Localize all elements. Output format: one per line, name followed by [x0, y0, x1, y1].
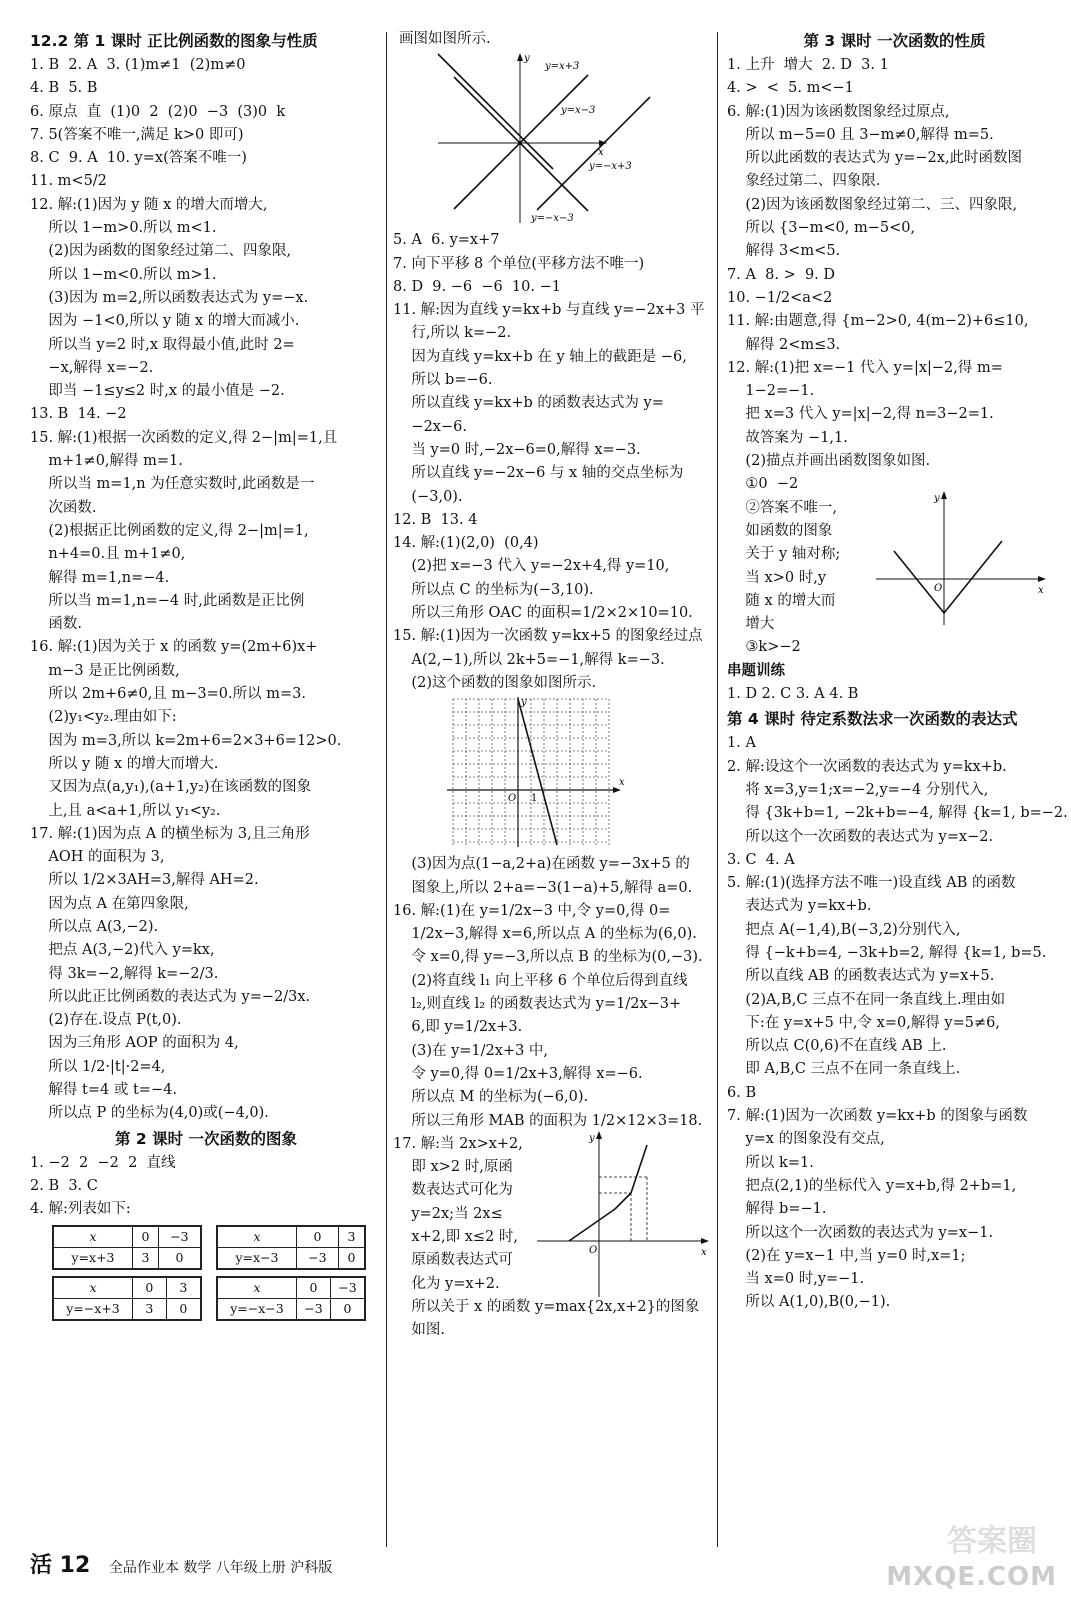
answer-line: 所以点 A(3,−2).	[30, 918, 159, 935]
answer-line: 6. 原点 直 (1)0 2 (2)0 −3 (3)0 k	[30, 103, 286, 120]
watermark-top: 答案圈	[947, 1524, 1037, 1559]
answer-list	[30, 54, 382, 1126]
answer-line: 6. 解:(1)因为该函数图象经过原点,	[727, 103, 950, 120]
intro-text: 画图如图所示.	[399, 31, 491, 47]
answer-line: 所以这个一次函数的表达式为 y=x−1.	[727, 1224, 994, 1241]
answer-line: 17. 解:当 2x>x+2,	[393, 1135, 523, 1152]
answer-line: 即当 −1≤y≤2 时,x 的最小值是 −2.	[30, 383, 285, 400]
watermark: MXQE.COM	[886, 1562, 1057, 1592]
line-label: y=x−3	[561, 105, 596, 117]
answer-line: 所以当 m=1,n=−4 时,此函数是正比例	[30, 592, 305, 609]
line-label: y=−x−3	[531, 213, 574, 225]
answer-line: 所以 b=−6.	[393, 372, 493, 389]
answer-line: 13. B 14. −2	[30, 406, 127, 423]
answer-line: 12. B 13. 4	[393, 511, 478, 528]
value-table: x 0 −3 y=−x−3 −3 0	[216, 1276, 366, 1321]
answer-line: m+1≠0,解得 m=1.	[30, 453, 183, 470]
answer-line: 行,所以 k=−2.	[393, 325, 512, 342]
answer-line: (2)根据正比例函数的定义,得 2−|m|=1,	[30, 522, 309, 539]
answer-line: 8. C 9. A 10. y=x(答案不唯一)	[30, 150, 247, 167]
answer-line: 所以 1−m>0.所以 m<1.	[30, 220, 217, 237]
answer-line: 得 3k=−2,解得 k=−2/3.	[30, 965, 219, 982]
answer-line: 因为直线 y=kx+b 在 y 轴上的截距是 −6,	[393, 348, 687, 365]
svg-text:y: y	[521, 697, 527, 709]
answer-line: 1. −2 2 −2 2 直线	[30, 1154, 176, 1171]
answer-line: 化为 y=x+2.	[393, 1275, 500, 1292]
answer-line: 5. 解:(1)(选择方法不唯一)设直线 AB 的函数	[727, 875, 1016, 892]
answer-line: l₂,则直线 l₂ 的函数表达式为 y=1/2x−3+	[393, 996, 682, 1013]
answer-line: A(2,−1),所以 2k+5=−1,解得 k=−3.	[393, 651, 665, 668]
answer-line: 所以点 C 的坐标为(−3,10).	[393, 581, 594, 598]
answer-line: 所以点 P 的坐标为(4,0)或(−4,0).	[30, 1105, 269, 1122]
answer-line: 所以直线 AB 的函数表达式为 y=x+5.	[727, 968, 995, 985]
grid-graph	[433, 695, 751, 853]
answer-line: 因为三角形 AOP 的面积为 4,	[30, 1035, 239, 1052]
line-label: y=−x+3	[589, 161, 632, 173]
column-middle	[393, 28, 711, 1342]
answer-line: 把 x=3 代入 y=|x|−2,得 n=3−2=1.	[727, 406, 994, 423]
answer-line: 17. 解:(1)因为点 A 的横坐标为 3,且三角形	[30, 825, 310, 842]
value-table: x 0 3 y=−x+3 3 0	[52, 1276, 202, 1321]
answer-line: y=x 的图象没有交点,	[727, 1131, 885, 1148]
answer-line: 所以当 m=1,n 为任意实数时,此函数是一	[30, 476, 315, 493]
answer-line: 解得 t=4 或 t=−4.	[30, 1082, 177, 1099]
value-table: x 0 3 y=x−3 −3 0	[216, 1225, 366, 1270]
answer-line: (2)将直线 l₁ 向上平移 6 个单位后得到直线	[393, 972, 688, 989]
max-function-graph	[533, 1131, 709, 1301]
answer-line: 函数.	[30, 616, 83, 633]
section-heading: 12.2 第 1 课时 正比例函数的图象与性质	[30, 32, 318, 50]
answer-line: 当 x>0 时,y	[727, 569, 827, 586]
answer-line: 所以 m−5=0 且 3−m≠0,解得 m=5.	[727, 126, 994, 143]
answer-line: (−3,0).	[393, 488, 463, 505]
answer-line: 图象上,所以 2+a=−3(1−a)+5,解得 a=0.	[393, 879, 693, 896]
answer-line: 把点 A(−1,4),B(−3,2)分别代入,	[727, 921, 961, 938]
answer-line: 7. 5(答案不唯一,满足 k>0 即可)	[30, 126, 244, 143]
section-heading: 第 4 课时 待定系数法求一次函数的表达式	[727, 710, 1018, 729]
answer-line: 增大	[727, 616, 775, 633]
answer-line: 所以三角形 MAB 的面积为 1/2×12×3=18.	[393, 1112, 703, 1129]
answer-line: 关于 y 轴对称;	[727, 546, 841, 563]
svg-text:O: O	[934, 583, 943, 594]
answer-line: 1−2=−1.	[727, 383, 815, 400]
answer-line: 把点(2,1)的坐标代入 y=x+b,得 2+b=1,	[727, 1177, 1017, 1194]
answer-line: (2)A,B,C 三点不在同一条直线上.理由如	[727, 991, 1006, 1008]
answer-line: 所以这个一次函数的表达式为 y=x−2.	[727, 828, 994, 845]
answer-line: 所以 2m+6≠0,且 m−3=0.所以 m=3.	[30, 686, 306, 703]
answer-line: −2x−6.	[393, 418, 467, 435]
answer-line: 解得 2<m≤3.	[727, 336, 841, 353]
answer-line: 因为 −1<0,所以 y 随 x 的增大而减小.	[30, 313, 300, 330]
answer-line: 数表达式可化为	[393, 1182, 513, 1199]
answer-line: 所以 1/2·|t|·2=4,	[30, 1058, 166, 1075]
answer-line: (2)描点并画出函数图象如图.	[727, 453, 931, 470]
svg-text:x: x	[598, 147, 604, 159]
answer-line: 因为点 A 在第四象限,	[30, 895, 189, 912]
answer-list	[393, 853, 711, 1133]
answer-line: 16. 解:(1)在 y=1/2x−3 中,令 y=0,得 0=	[393, 902, 671, 919]
answer-line: 6. B	[727, 1084, 757, 1101]
answer-line: 12. 解:(1)因为 y 随 x 的增大而增大,	[30, 196, 268, 213]
answer-line: 7. A 8. > 9. D	[727, 266, 836, 283]
column-left	[30, 28, 382, 1325]
answer-line: 14. 解:(1)(2,0) (0,4)	[393, 535, 539, 552]
answer-line: 得 {3k+b=1, −2k+b=−4, 解得 {k=1, b=−2.	[727, 805, 1068, 822]
svg-text:x: x	[619, 777, 625, 789]
answer-line: 表达式为 y=kx+b.	[727, 898, 872, 915]
answer-line: 3. C 4. A	[727, 851, 795, 868]
answer-line: 所以当 y=2 时,x 取得最小值,此时 2=	[30, 336, 295, 353]
answer-line: (2)y₁<y₂.理由如下:	[30, 709, 177, 726]
answer-line: 当 x=0 时,y=−1.	[727, 1271, 865, 1288]
answer-line: 解得 3<m<5.	[727, 243, 841, 260]
section-heading: 第 3 课时 一次函数的性质	[803, 32, 986, 50]
answer-line: m−3 是正比例函数,	[30, 662, 180, 679]
answer-line: 16. 解:(1)因为关于 x 的函数 y=(2m+6)x+	[30, 639, 318, 656]
answer-line: 5. A 6. y=x+7	[393, 232, 500, 249]
answer-line: y=2x;当 2x≤	[393, 1205, 503, 1222]
answer-line: 又因为点(a,y₁),(a+1,y₂)在该函数的图象	[30, 779, 312, 796]
answer-line: 次函数.	[30, 499, 97, 516]
answer-line: 令 y=0,得 0=1/2x+3,解得 x=−6.	[393, 1065, 643, 1082]
answer-line: 令 x=0,得 y=−3,所以点 B 的坐标为(0,−3).	[393, 949, 703, 966]
answer-line: 把点 A(3,−2)代入 y=kx,	[30, 942, 215, 959]
answer-line: (2)这个函数的图象如图所示.	[393, 674, 597, 691]
answer-line: 随 x 的增大而	[727, 592, 836, 609]
answer-line: 将 x=3,y=1;x=−2,y=−4 分别代入,	[727, 781, 989, 798]
answer-line: (2)在 y=x−1 中,当 y=0 时,x=1;	[727, 1247, 966, 1264]
answer-line: AOH 的面积为 3,	[30, 849, 165, 866]
answer-line: 所以点 M 的坐标为(−6,0).	[393, 1089, 589, 1106]
answer-line: 1. A	[727, 735, 756, 752]
answer-line: 象经过第二、四象限.	[727, 173, 881, 190]
subsection-title: 串题训练	[727, 662, 785, 679]
answer-line: 4. 解:列表如下:	[30, 1201, 131, 1218]
value-table: x 0 −3 y=x+3 3 0	[52, 1225, 202, 1270]
answer-line: 11. m<5/2	[30, 173, 107, 190]
answer-line: (2)因为该函数图象经过第二、三、四象限,	[727, 196, 1018, 213]
answer-line: 即 x>2 时,原函	[393, 1159, 513, 1176]
answer-line: (2)存在.设点 P(t,0).	[30, 1012, 182, 1029]
answer-line: 解得 b=−1.	[727, 1201, 827, 1218]
answer-line: (3)因为 m=2,所以函数表达式为 y=−x.	[30, 289, 309, 306]
answer-line: 10. −1/2<a<2	[727, 289, 833, 306]
answer-line: 当 y=0 时,−2x−6=0,解得 x=−3.	[393, 441, 641, 458]
answer-line: 12. 解:(1)把 x=−1 代入 y=|x|−2,得 m=	[727, 359, 1003, 376]
answer-line: 2. B 3. C	[30, 1177, 98, 1194]
four-lines-graph	[393, 51, 711, 229]
page-number: 活 12	[30, 1553, 91, 1578]
answer-line: 解得 m=1,n=−4.	[30, 569, 170, 586]
answer-line: 11. 解:因为直线 y=kx+b 与直线 y=−2x+3 平	[393, 302, 705, 319]
answer-line: 如函数的图象	[727, 522, 833, 539]
svg-text:O: O	[589, 1244, 598, 1256]
answer-line: ③k>−2	[727, 639, 801, 656]
answer-line: 所以直线 y=kx+b 的函数表达式为 y=	[393, 395, 664, 412]
svg-text:y: y	[934, 493, 940, 504]
answer-line: ①0 −2	[727, 476, 799, 493]
answer-line: 6,即 y=1/2x+3.	[393, 1019, 523, 1036]
answer-line: (2)因为函数的图象经过第二、四象限,	[30, 243, 292, 260]
answer-line: 8. D 9. −6 −6 10. −1	[393, 278, 561, 295]
answer-line: 因为 m=3,所以 k=2m+6=2×3+6=12>0.	[30, 732, 342, 749]
abs-function-graph	[872, 489, 1047, 629]
answer-line: 所以 1/2×3AH=3,解得 AH=2.	[30, 872, 259, 889]
answer-line: 所以 A(1,0),B(0,−1).	[727, 1294, 891, 1311]
answer-line: 所以三角形 OAC 的面积=1/2×2×10=10.	[393, 605, 693, 622]
answer-line: 所以点 C(0,6)不在直线 AB 上.	[727, 1038, 947, 1055]
answer-line: 所以 {3−m<0, m−5<0,	[727, 220, 916, 237]
answer-line: 得 {−k+b=4, −3k+b=2, 解得 {k=1, b=5.	[727, 944, 1047, 961]
answer-line: 7. 向下平移 8 个单位(平移方法不唯一)	[393, 255, 645, 272]
answer-line: 所以直线 y=−2x−6 与 x 轴的交点坐标为	[393, 465, 684, 482]
answer-line: 1. B 2. A 3. (1)m≠1 (2)m≠0	[30, 57, 246, 73]
answer-line: 所以关于 x 的函数 y=max{2x,x+2}的图象	[393, 1298, 700, 1315]
svg-text:y: y	[524, 53, 530, 65]
answer-line: 7. 解:(1)因为一次函数 y=kx+b 的图象与函数	[727, 1108, 1028, 1125]
answer-line: 即 A,B,C 三点不在同一条直线上.	[727, 1061, 961, 1078]
q17-block	[393, 1133, 711, 1343]
answer-line: n+4=0.且 m+1≠0,	[30, 546, 186, 563]
answer-line: 4. > < 5. m<−1	[727, 80, 854, 97]
answer-list	[393, 229, 711, 695]
line-label: y=x+3	[545, 61, 580, 73]
answer-line: 如图.	[393, 1322, 446, 1339]
column-right	[727, 28, 1068, 1315]
answer-line: 所以 y 随 x 的增大而增大.	[30, 755, 219, 772]
answer-line: 15. 解:(1)根据一次函数的定义,得 2−|m|=1,且	[30, 429, 338, 446]
book-title: 全品作业本 数学 八年级上册 沪科版	[108, 1560, 333, 1576]
answer-line: 4. B 5. B	[30, 80, 98, 97]
answer-line: 故答案为 −1,1.	[727, 429, 848, 446]
svg-text:O: O	[508, 793, 517, 805]
column-divider	[386, 32, 387, 1547]
answer-line: 原函数表达式可	[393, 1252, 513, 1269]
page-footer	[30, 1548, 332, 1579]
answer-line: (3)因为点(1−a,2+a)在函数 y=−3x+5 的	[393, 856, 690, 873]
answer-line: 1/2x−3,解得 x=6,所以点 A 的坐标为(6,0).	[393, 926, 697, 943]
answer-line: −x,解得 x=−2.	[30, 359, 154, 376]
value-tables	[52, 1225, 382, 1321]
q12-block	[727, 54, 1062, 660]
answer-list	[727, 732, 1068, 1314]
answer-line: 1. 上升 增大 2. D 3. 1	[727, 57, 889, 73]
svg-text:y: y	[589, 1132, 595, 1144]
svg-text:x: x	[1038, 585, 1044, 596]
section-heading: 第 2 课时 一次函数的图象	[115, 1129, 297, 1148]
answer-line: 1. D 2. C 3. A 4. B	[727, 686, 859, 703]
answer-line: 所以此正比例函数的表达式为 y=−2/3x.	[30, 988, 311, 1005]
answer-line: 15. 解:(1)因为一次函数 y=kx+5 的图象经过点	[393, 628, 703, 645]
answer-line: 下:在 y=x+5 中,令 x=0,解得 y=5≠6,	[727, 1014, 1000, 1031]
answer-line: ②答案不唯一,	[727, 499, 838, 516]
answer-line: (2)把 x=−3 代入 y=−2x+4,得 y=10,	[393, 558, 670, 575]
answer-line: 11. 解:由题意,得 {m−2>0, 4(m−2)+6≤10,	[727, 313, 1029, 330]
answer-line: 所以 1−m<0.所以 m>1.	[30, 266, 217, 283]
answer-line: 所以 k=1.	[727, 1154, 814, 1171]
answer-line: 2. 解:设这个一次函数的表达式为 y=kx+b.	[727, 758, 1007, 775]
answer-line: x+2,即 x≤2 时,	[393, 1228, 518, 1245]
svg-text:x: x	[701, 1246, 707, 1258]
answer-line: 所以此函数的表达式为 y=−2x,此时函数图	[727, 150, 1023, 167]
answer-line: (3)在 y=1/2x+3 中,	[393, 1042, 549, 1059]
answer-line: 上,且 a<a+1,所以 y₁<y₂.	[30, 802, 221, 819]
answer-list	[30, 1152, 382, 1222]
svg-text:1: 1	[531, 793, 538, 805]
